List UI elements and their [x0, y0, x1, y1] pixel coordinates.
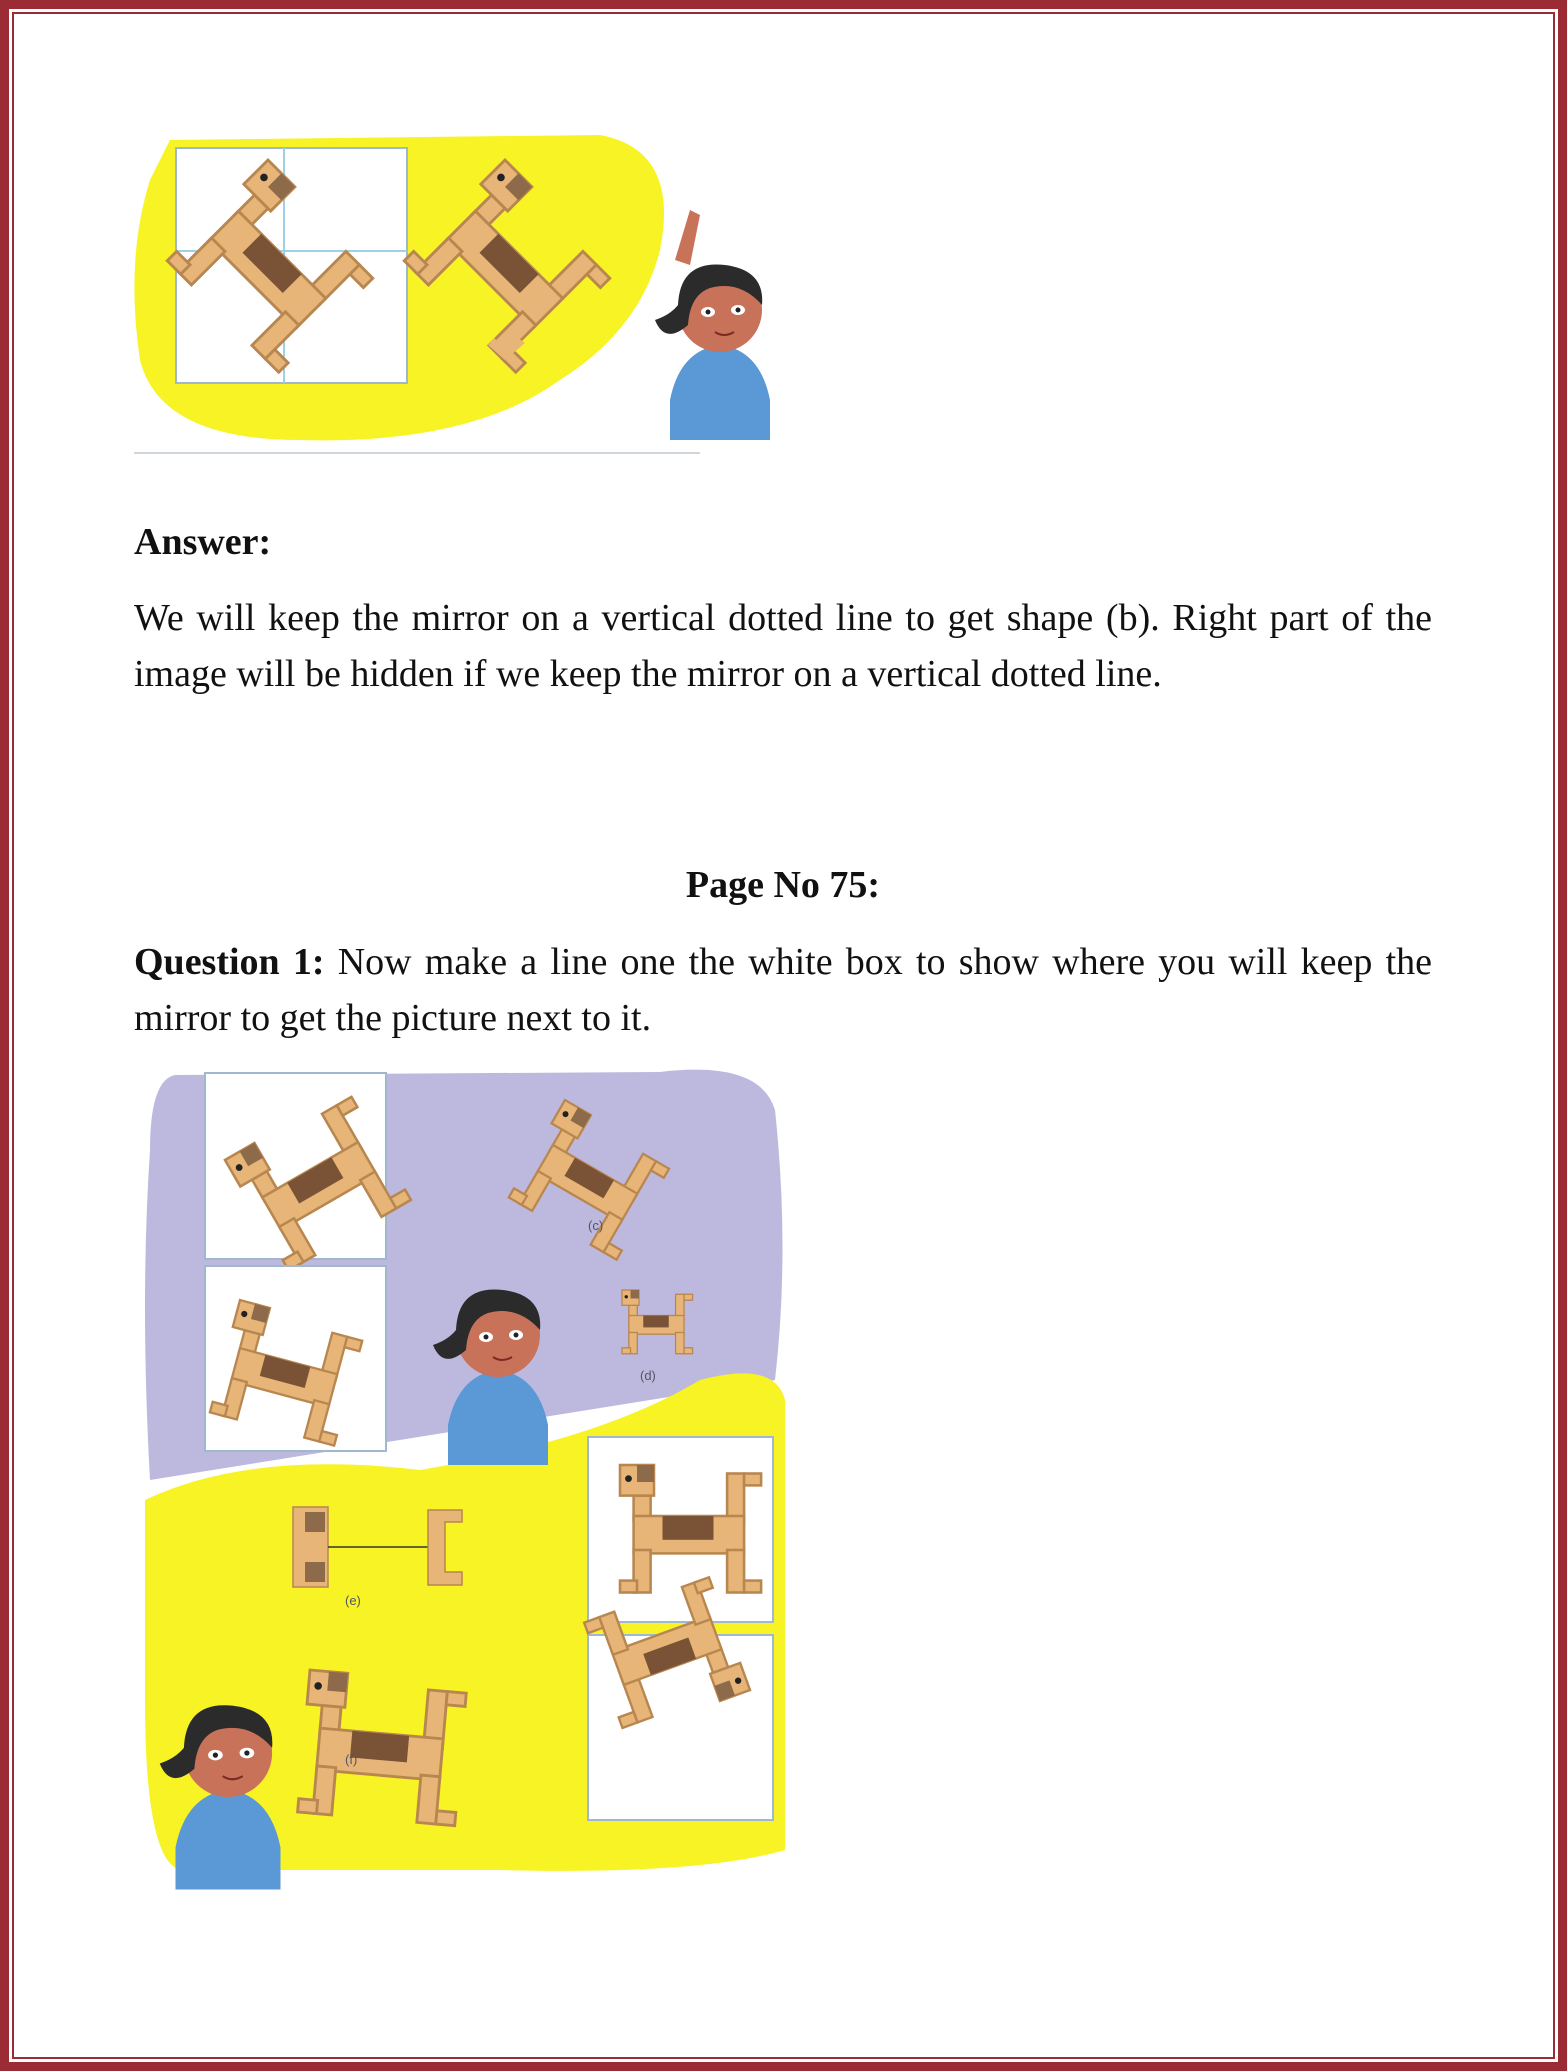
white-box-2[interactable]	[205, 1266, 386, 1451]
answer-heading: Answer:	[134, 521, 272, 563]
label-d: (d)	[640, 1368, 656, 1383]
question-label: Question 1:	[134, 941, 325, 983]
label-c: (c)	[588, 1218, 604, 1233]
page-heading: Page No 75:	[685, 864, 881, 906]
answer-text: We will keep the mirror on a vertical dotted line to get shape (b). Right part of the image will be hidden if we keep the mirror on a vertical dotted line.	[134, 597, 1432, 695]
girl-illustration	[655, 265, 770, 441]
label-f: (f)	[345, 1752, 358, 1767]
mirror-figure-top	[134, 135, 770, 453]
label-e: (e)	[345, 1593, 361, 1608]
mirror-figure-bottom	[145, 1070, 785, 1890]
question-text: Now make a line one the white box to show where you will keep the mirror to get the picture next to it.	[134, 941, 1432, 1039]
question-1	[134, 934, 1432, 1046]
